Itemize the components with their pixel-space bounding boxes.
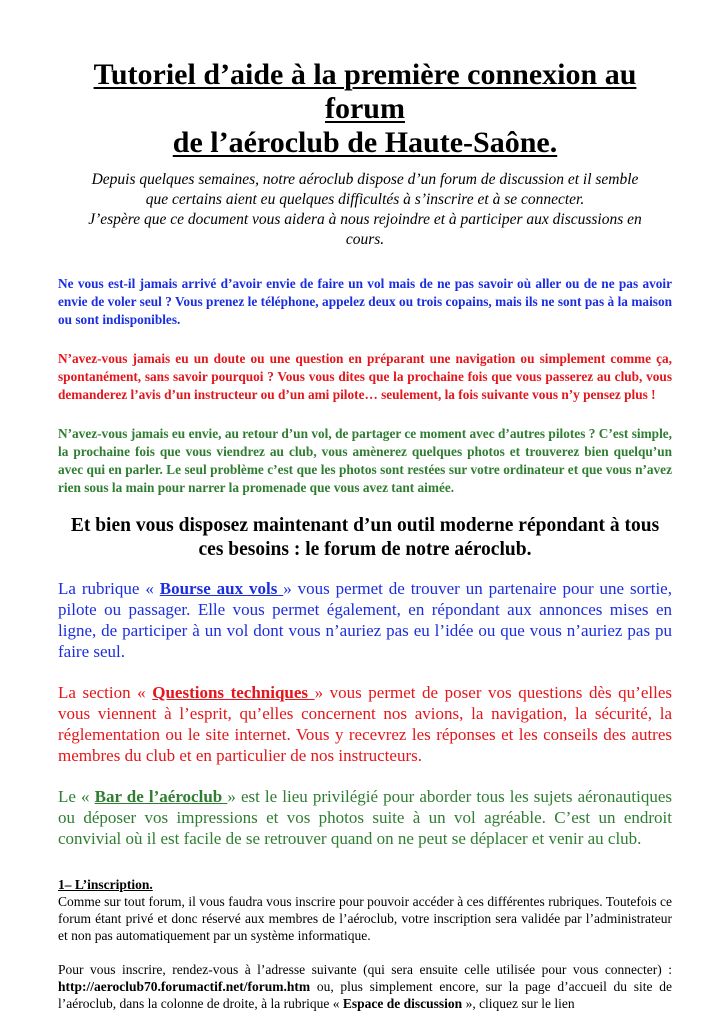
rubric-bar-prefix: Le « bbox=[58, 787, 95, 806]
inscription-text-c: », cliquez sur le lien bbox=[462, 996, 575, 1011]
rubric-questions-prefix: La section « bbox=[58, 683, 153, 702]
inscription-text-a: Pour vous inscrire, rendez-vous à l’adresse suivante (qui sera ensuite celle utilisée pour vous connecter) : bbox=[58, 962, 672, 977]
rubric-questions bbox=[58, 682, 672, 766]
questions-techniques-link[interactable]: Questions techniques bbox=[152, 683, 315, 702]
inscription-text-b: ou, plus simplement encore, sur la page d’accueil du site de l’aéroclub, dans la colonne de droite, à la rubrique « bbox=[58, 979, 672, 1011]
rubric-bourse bbox=[58, 578, 672, 662]
title-line-2: de l’aéroclub de Haute-Saône. bbox=[172, 126, 558, 159]
document-title bbox=[58, 58, 672, 160]
bar-aeroclub-link[interactable]: Bar de l’aéroclub bbox=[94, 787, 228, 806]
inscription-heading: 1– L’inscription. bbox=[58, 877, 153, 892]
intro-block bbox=[58, 170, 672, 250]
intro-line-1: Depuis quelques semaines, notre aéroclub dispose d’un forum de discussion et il semble bbox=[91, 171, 639, 188]
rubric-bar-text: » est le lieu privilégié pour aborder tous les sujets aéronautiques ou déposer vos impressions et vos photos suite à un vol agréable. C’est un endroit convivial où il est facile de se retrouver quand on ne peut se déplacer et venir au club. bbox=[58, 787, 672, 848]
paragraph-green: N’avez-vous jamais eu envie, au retour d’un vol, de partager ce moment avec d’autres pilotes ? C’est simple, la prochaine fois que vous viendrez au club, vous amènerez quelques photos et trouverez bien quelqu’un avec qui en parler. Le seul problème c’est que les photos sont restées sur votre ordinateur et que vous n’avez rien sous la main pour narrer la promenade que vous avez tant aimée. bbox=[58, 426, 672, 495]
rubric-bourse-text: » vous permet de trouver un partenaire pour une sortie, pilote ou passager. Elle vous permet également, en répondant aux annonces mises en ligne, de participer à un vol dont vous n’auriez pas eu l’idée ou que vous n’auriez pas pu faire seul. bbox=[58, 579, 672, 661]
paragraph-red: N’avez-vous jamais eu un doute ou une question en préparant une navigation ou simplement comme ça, spontanément, sans savoir pourquoi ? Vous vous dites que la prochaine fois que vous passerez au club, vous demanderez l’avis d’un instructeur ou d’un ami pilote… seulement, la fois suivante vous n’y pensez plus ! bbox=[58, 351, 672, 402]
subtitle-line-1: Et bien vous disposez maintenant d’un outil moderne répondant à tous bbox=[70, 515, 660, 536]
intro-line-2: que certains aient eu quelques difficultés à s’inscrire et à se connecter. bbox=[145, 191, 585, 208]
inscription-paragraph-2 bbox=[58, 961, 672, 1012]
rubric-bar bbox=[58, 786, 672, 849]
rubric-questions-text: » vous permet de poser vos questions dès qu’elles vous viennent à l’esprit, qu’elles concernent nos avions, la navigation, la sécurité, la réglementation ou le site internet. Vous y recevrez les réponses et les conseils des autres membres du club et en particulier de nos instructeurs. bbox=[58, 683, 672, 765]
inscription-paragraph-1: Comme sur tout forum, il vous faudra vous inscrire pour pouvoir accéder à ces différentes rubriques. Toutefois ce forum étant privé et donc réservé aux membres de l’aéroclub, votre inscription sera validée par l’administrateur et non pas automatiquement par un système informatique. bbox=[58, 894, 672, 943]
title-line-1: Tutoriel d’aide à la première connexion au forum bbox=[93, 58, 637, 125]
espace-discussion-label: Espace de discussion bbox=[342, 996, 463, 1011]
intro-line-4: cours. bbox=[345, 231, 385, 248]
bourse-aux-vols-link[interactable]: Bourse aux vols bbox=[159, 579, 284, 598]
forum-url-link[interactable]: http://aeroclub70.forumactif.net/forum.htm bbox=[58, 979, 311, 994]
section-subtitle bbox=[58, 514, 672, 562]
intro-line-3: J’espère que ce document vous aidera à nous rejoindre et à participer aux discussions en bbox=[88, 211, 642, 228]
subtitle-line-2: ces besoins : le forum de notre aéroclub. bbox=[198, 539, 532, 560]
rubric-bourse-prefix: La rubrique « bbox=[58, 579, 160, 598]
paragraph-blue: Ne vous est-il jamais arrivé d’avoir envie de faire un vol mais de ne pas savoir où aller ou de ne pas avoir envie de voler seul ? Vous prenez le téléphone, appelez deux ou trois copains, mais ils ne sont pas à la maison ou sont indisponibles. bbox=[58, 276, 672, 327]
